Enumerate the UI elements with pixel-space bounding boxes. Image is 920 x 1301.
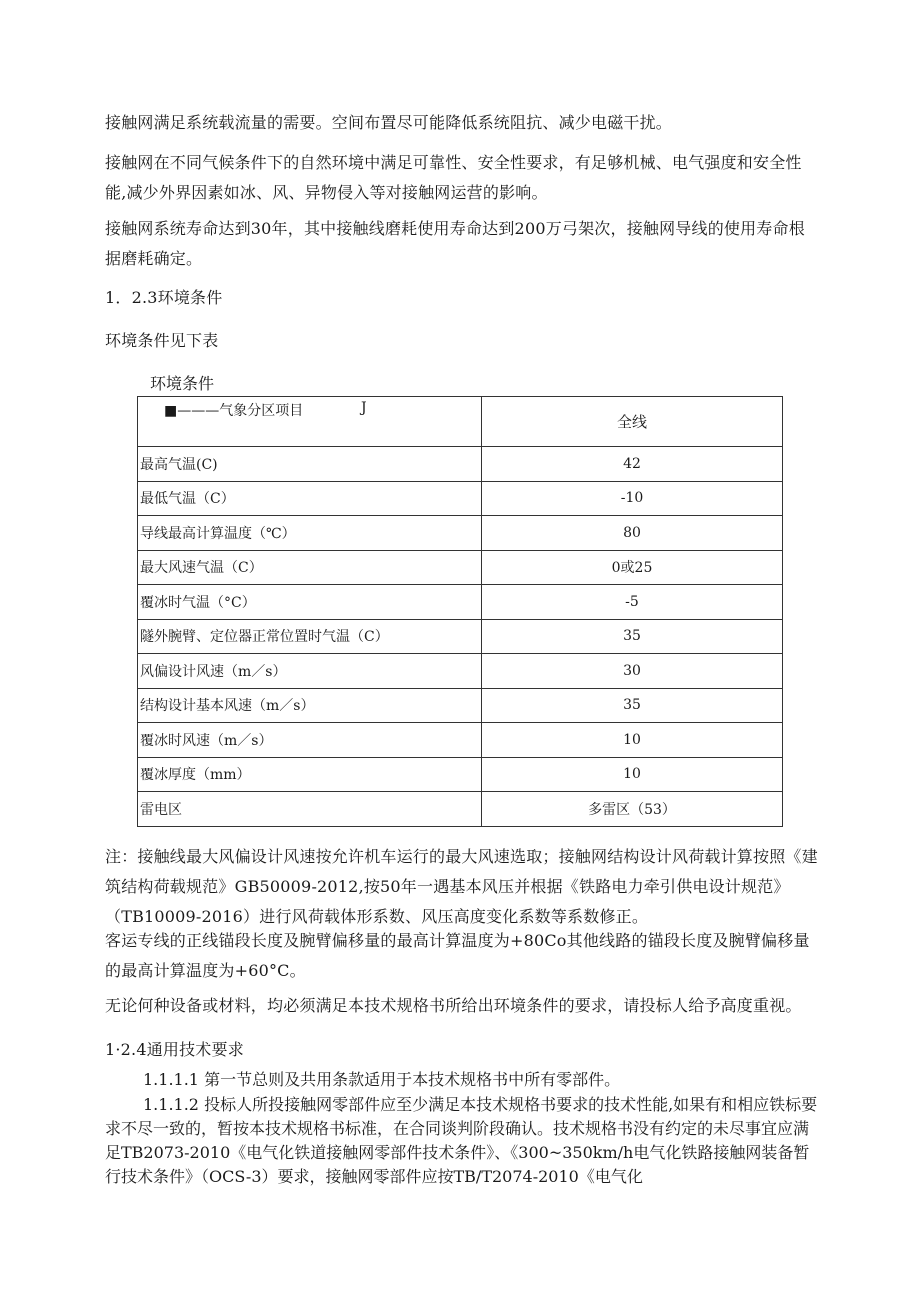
clause-1-1-1-2 (105, 1093, 821, 1189)
table-row (138, 550, 783, 585)
paragraph-intro-2: 接触网在不同气候条件下的自然环境中满足可靠性、安全性要求，有足够机械、电气强度和安全性能,减少外界因素如冰、风、异物侵入等对接触网运营的影响。 (105, 153, 802, 202)
table-note: 注：接触线最大风偏设计风速按允许机车运行的最大风速选取；接触网结构设计风荷载计算按照《建筑结构荷载规范》GB50009-2012,按50年一遇基本风压并根据《铁路电力牵引供电设计规范》（TB10009-2016）进行风荷载体形系数、风压高度变化系数等系数修正。 (105, 847, 818, 926)
clause-text: 第一节总则及共用条款适用于本技术规格书中所有零部件。 (204, 1070, 621, 1089)
section-heading-1-2-3: 1．2.3环境条件 (105, 288, 223, 307)
paragraph-intro-3: 接触网系统寿命达到30年，其中接触线磨耗使用寿命达到200万弓架次，接触网导线的使用寿命根据磨耗确定。 (105, 219, 805, 268)
row-value: 35 (482, 619, 783, 654)
row-label: 导线最高计算温度（℃） (138, 516, 482, 551)
section-heading-1-2-4: 1·2.4通用技术要求 (105, 1040, 244, 1059)
clause-1-1-1-1 (143, 1067, 620, 1093)
row-label: 雷电区 (138, 792, 482, 827)
row-label: 结构设计基本风速（m／s） (138, 688, 482, 723)
paragraph-requirement-notice: 无论何种设备或材料，均必须满足本技术规格书所给出环境条件的要求，请投标人给予高度重视。 (105, 996, 802, 1015)
row-value: -10 (482, 481, 783, 516)
table-row (138, 688, 783, 723)
row-label: 覆冰时气温（°C） (138, 585, 482, 620)
row-value: 10 (482, 723, 783, 758)
clause-number: 1.1.1.2 (143, 1095, 199, 1114)
clause-text: 投标人所投接触网零部件应至少满足本技术规格书要求的技术性能,如果有和相应铁标要求不尽一致的，暂按本技术规格书标准，在合同谈判阶段确认。技术规格书没有约定的未尽事宜应满足TB2073-2010《电气化铁道接触网零部件技术条件》、《300~350km/h电气化铁路接触网装备暂行技术条件》（OCS-3）要求，接触网零部件应按TB/T2074-2010《电气化 (105, 1095, 818, 1186)
row-value: -5 (482, 585, 783, 620)
clause-number: 1.1.1.1 (143, 1070, 199, 1089)
table-header-right: 全线 (482, 397, 783, 447)
row-label: 风偏设计风速（m／s） (138, 654, 482, 689)
row-label: 最大风速气温（C） (138, 550, 482, 585)
row-value: 0或25 (482, 550, 783, 585)
table-row (138, 723, 783, 758)
row-value: 10 (482, 757, 783, 792)
table-intro-text: 环境条件见下表 (105, 331, 219, 350)
row-value: 80 (482, 516, 783, 551)
table-row (138, 481, 783, 516)
table-row (138, 757, 783, 792)
row-label: 隧外腕臂、定位器正常位置时气温（C） (138, 619, 482, 654)
row-value: 35 (482, 688, 783, 723)
row-label: 最高气温(C) (138, 447, 482, 482)
header-left-mark: J (361, 400, 367, 416)
paragraph-calculation-temperature: 客运专线的正线锚段长度及腕臂偏移量的最高计算温度为+80Co其他线路的锚段长度及腕臂偏移量的最高计算温度为+60°C。 (105, 931, 810, 980)
table-row (138, 516, 783, 551)
paragraph-intro-1: 接触网满足系统载流量的需要。空间布置尽可能降低系统阻抗、减少电磁干扰。 (105, 113, 673, 132)
row-value: 30 (482, 654, 783, 689)
header-left-label: ■———气象分区项目 (164, 403, 304, 419)
table-header-left (138, 397, 482, 447)
table-row (138, 585, 783, 620)
table-row (138, 792, 783, 827)
environment-conditions-table (137, 396, 783, 827)
table-caption: 环境条件 (150, 374, 215, 393)
row-value: 多雷区（53） (482, 792, 783, 827)
table-row (138, 654, 783, 689)
row-value: 42 (482, 447, 783, 482)
row-label: 覆冰时风速（m／s） (138, 723, 482, 758)
table-row (138, 447, 783, 482)
row-label: 覆冰厚度（mm） (138, 757, 482, 792)
table-header-row (138, 397, 783, 447)
table-row (138, 619, 783, 654)
row-label: 最低气温（C） (138, 481, 482, 516)
